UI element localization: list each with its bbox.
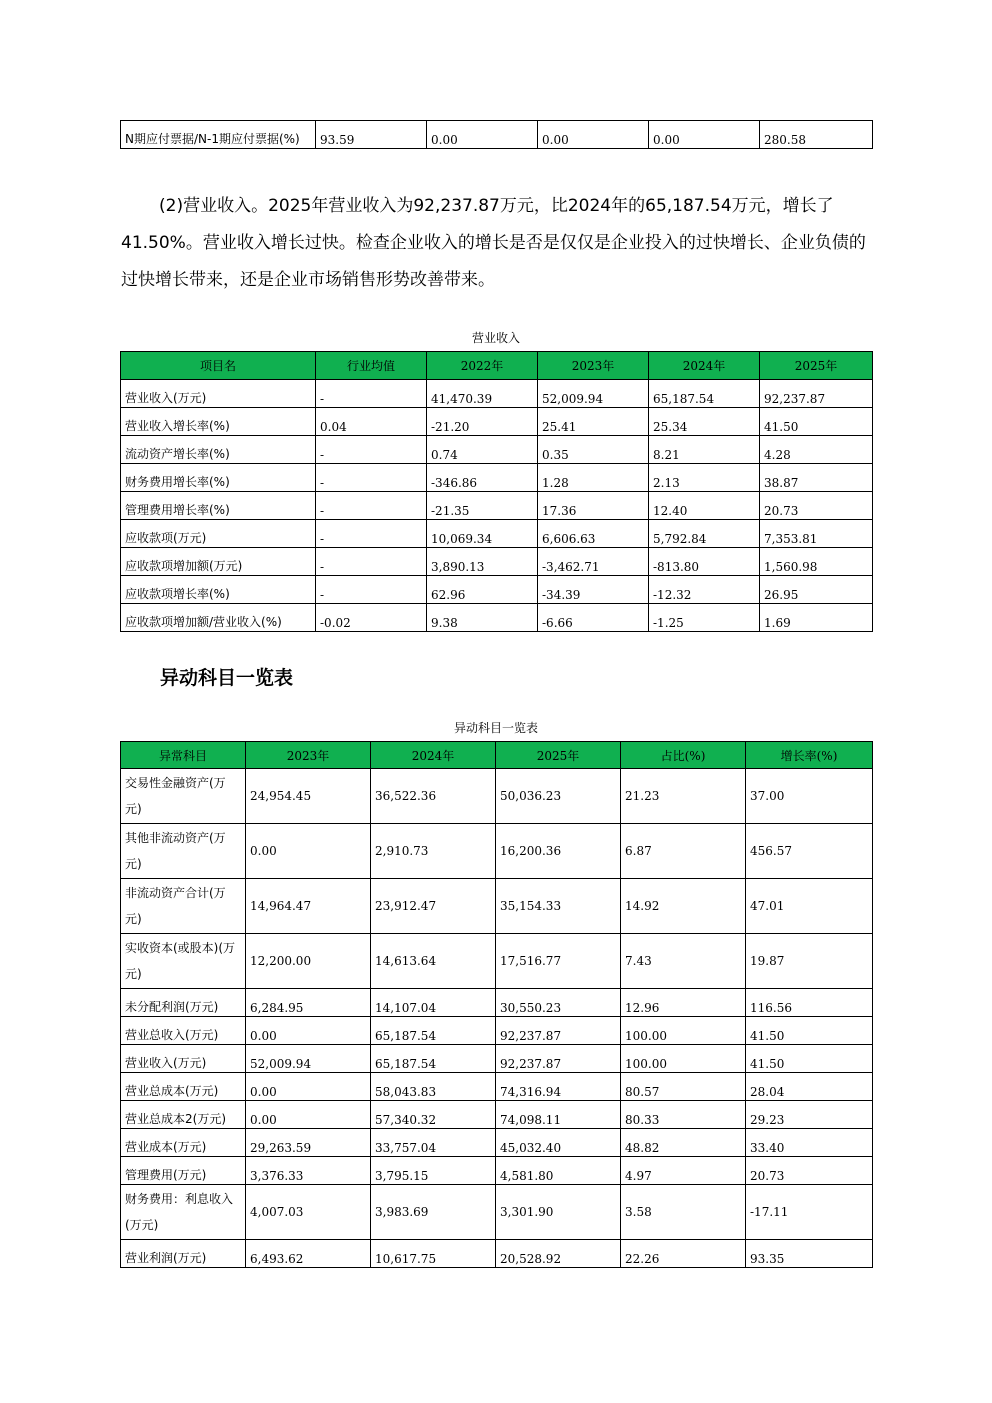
cell-value: 3,795.15: [371, 1157, 496, 1185]
header-cell: 2025年: [496, 742, 621, 769]
cell-value: 50,036.23: [496, 769, 621, 824]
cell-value: -: [316, 380, 427, 408]
cell-value: 74,098.11: [496, 1101, 621, 1129]
table-row: [121, 1240, 873, 1268]
cell-value: 62.96: [427, 576, 538, 604]
cell-value: 21.23: [621, 769, 746, 824]
table-row: [121, 1073, 873, 1101]
cell-value: 12.40: [649, 492, 760, 520]
cell-value: 2,910.73: [371, 824, 496, 879]
cell-value: -346.86: [427, 464, 538, 492]
table-row: [121, 1129, 873, 1157]
row-label: 营业总收入(万元): [121, 1017, 246, 1045]
revenue-table: [120, 351, 873, 632]
cell-value: 29,263.59: [246, 1129, 371, 1157]
table-header-row: [121, 352, 873, 380]
cell-value: 30,550.23: [496, 989, 621, 1017]
cell-value: -17.11: [746, 1185, 873, 1240]
row-label: 营业成本(万元): [121, 1129, 246, 1157]
cell-value: -0.02: [316, 604, 427, 632]
cell-value: 41.50: [746, 1045, 873, 1073]
cell-value: 6,606.63: [538, 520, 649, 548]
row-label: 其他非流动资产(万元): [121, 824, 246, 879]
cell-value: 58,043.83: [371, 1073, 496, 1101]
cell-value: 100.00: [621, 1045, 746, 1073]
cell-value: 280.58: [760, 121, 873, 149]
cell-value: -34.39: [538, 576, 649, 604]
cell-value: 35,154.33: [496, 879, 621, 934]
cell-value: 17,516.77: [496, 934, 621, 989]
cell-value: 456.57: [746, 824, 873, 879]
cell-value: 41.50: [760, 408, 873, 436]
row-label: 营业收入(万元): [121, 380, 316, 408]
table-row: [121, 1157, 873, 1185]
cell-value: -: [316, 464, 427, 492]
paragraph-text: (2)营业收入。2025年营业收入为92,237.87万元，比2024年的65,187.54万元，增长了41.50%。营业收入增长过快。检查企业收入的增长是否是仅仅是企业投入的过快增长、企业负债的过快增长带来，还是企业市场销售形势改善带来。: [121, 196, 866, 290]
row-label: 管理费用增长率(%): [121, 492, 316, 520]
cell-value: 33,757.04: [371, 1129, 496, 1157]
cell-value: 47.01: [746, 879, 873, 934]
table-row: [121, 464, 873, 492]
cell-value: -: [316, 520, 427, 548]
cell-value: 2.13: [649, 464, 760, 492]
table-row: [121, 934, 873, 989]
cell-value: 26.95: [760, 576, 873, 604]
cell-value: 20.73: [760, 492, 873, 520]
cell-value: 3,301.90: [496, 1185, 621, 1240]
cell-value: 29.23: [746, 1101, 873, 1129]
cell-value: 1.28: [538, 464, 649, 492]
header-cell: 2024年: [371, 742, 496, 769]
cell-value: 12,200.00: [246, 934, 371, 989]
cell-value: 80.33: [621, 1101, 746, 1129]
table-row: [121, 492, 873, 520]
cell-value: 93.59: [316, 121, 427, 149]
table-row: [121, 1185, 873, 1240]
cell-value: -21.35: [427, 492, 538, 520]
table-row: [121, 824, 873, 879]
anomaly-table: [120, 741, 873, 1268]
cell-value: -1.25: [649, 604, 760, 632]
cell-value: 6,284.95: [246, 989, 371, 1017]
row-label: 财务费用增长率(%): [121, 464, 316, 492]
row-label: 交易性金融资产(万元): [121, 769, 246, 824]
cell-value: 14,964.47: [246, 879, 371, 934]
cell-value: 14,613.64: [371, 934, 496, 989]
cell-value: -6.66: [538, 604, 649, 632]
cell-value: 41,470.39: [427, 380, 538, 408]
row-label: 营业收入增长率(%): [121, 408, 316, 436]
revenue-table-caption: 营业收入: [471, 331, 520, 345]
row-label: 营业总成本2(万元): [121, 1101, 246, 1129]
cell-value: 4,581.80: [496, 1157, 621, 1185]
header-cell: 异常科目: [121, 742, 246, 769]
cell-value: 92,237.87: [496, 1045, 621, 1073]
cell-value: -12.32: [649, 576, 760, 604]
cell-value: 1.69: [760, 604, 873, 632]
row-label: N期应付票据/N-1期应付票据(%): [121, 121, 316, 149]
cell-value: 65,187.54: [371, 1017, 496, 1045]
cell-value: 93.35: [746, 1240, 873, 1268]
cell-value: 4.97: [621, 1157, 746, 1185]
row-label: 应收款项(万元): [121, 520, 316, 548]
row-label: 营业总成本(万元): [121, 1073, 246, 1101]
cell-value: 4,007.03: [246, 1185, 371, 1240]
cell-value: 14,107.04: [371, 989, 496, 1017]
cell-value: 0.00: [538, 121, 649, 149]
row-label: 管理费用(万元): [121, 1157, 246, 1185]
table-row: [121, 576, 873, 604]
cell-value: 36,522.36: [371, 769, 496, 824]
cell-value: 16,200.36: [496, 824, 621, 879]
cell-value: 0.00: [246, 1101, 371, 1129]
cell-value: 3,983.69: [371, 1185, 496, 1240]
table-row: [121, 1017, 873, 1045]
cell-value: -: [316, 548, 427, 576]
cell-value: 52,009.94: [538, 380, 649, 408]
header-cell: 行业均值: [316, 352, 427, 380]
table-row: [121, 1045, 873, 1073]
cell-value: 80.57: [621, 1073, 746, 1101]
header-cell: 增长率(%): [746, 742, 873, 769]
row-label: 流动资产增长率(%): [121, 436, 316, 464]
cell-value: 0.00: [649, 121, 760, 149]
row-label: 应收款项增加额/营业收入(%): [121, 604, 316, 632]
header-cell: 2023年: [538, 352, 649, 380]
cell-value: 20.73: [746, 1157, 873, 1185]
cell-value: 0.00: [246, 1017, 371, 1045]
cell-value: 52,009.94: [246, 1045, 371, 1073]
cell-value: -3,462.71: [538, 548, 649, 576]
cell-value: -21.20: [427, 408, 538, 436]
anomaly-table-caption: 异动科目一览表: [453, 721, 538, 735]
cell-value: 48.82: [621, 1129, 746, 1157]
table-row: [121, 769, 873, 824]
header-cell: 项目名: [121, 352, 316, 380]
row-label: 应收款项增加额(万元): [121, 548, 316, 576]
cell-value: 25.34: [649, 408, 760, 436]
row-label: 非流动资产合计(万元): [121, 879, 246, 934]
cell-value: 23,912.47: [371, 879, 496, 934]
cell-value: 45,032.40: [496, 1129, 621, 1157]
cell-value: 92,237.87: [496, 1017, 621, 1045]
cell-value: 20,528.92: [496, 1240, 621, 1268]
cell-value: 0.00: [246, 1073, 371, 1101]
cell-value: -813.80: [649, 548, 760, 576]
table-header-row: [121, 742, 873, 769]
revenue-paragraph: [121, 188, 877, 299]
table-row: [121, 1101, 873, 1129]
row-label: 营业收入(万元): [121, 1045, 246, 1073]
table-row: [121, 380, 873, 408]
payables-ratio-table: [120, 120, 873, 149]
header-cell: 2023年: [246, 742, 371, 769]
table-row: [121, 548, 873, 576]
table-row: [121, 989, 873, 1017]
header-cell: 2022年: [427, 352, 538, 380]
row-label: 营业利润(万元): [121, 1240, 246, 1268]
row-label: 应收款项增长率(%): [121, 576, 316, 604]
header-cell: 2025年: [760, 352, 873, 380]
table-row: [121, 604, 873, 632]
row-label: 未分配利润(万元): [121, 989, 246, 1017]
cell-value: -: [316, 436, 427, 464]
cell-value: 65,187.54: [371, 1045, 496, 1073]
cell-value: 17.36: [538, 492, 649, 520]
cell-value: 28.04: [746, 1073, 873, 1101]
cell-value: 3,890.13: [427, 548, 538, 576]
cell-value: 9.38: [427, 604, 538, 632]
cell-value: 10,617.75: [371, 1240, 496, 1268]
cell-value: 24,954.45: [246, 769, 371, 824]
cell-value: 10,069.34: [427, 520, 538, 548]
cell-value: 19.87: [746, 934, 873, 989]
row-label: 财务费用：利息收入(万元): [121, 1185, 246, 1240]
cell-value: -: [316, 492, 427, 520]
cell-value: 6.87: [621, 824, 746, 879]
table-row: [121, 121, 873, 149]
cell-value: 14.92: [621, 879, 746, 934]
table-row: [121, 520, 873, 548]
cell-value: 12.96: [621, 989, 746, 1017]
section-title: 异动科目一览表: [160, 667, 294, 689]
cell-value: 74,316.94: [496, 1073, 621, 1101]
cell-value: 0.35: [538, 436, 649, 464]
cell-value: 1,560.98: [760, 548, 873, 576]
cell-value: 116.56: [746, 989, 873, 1017]
cell-value: 7.43: [621, 934, 746, 989]
cell-value: 0.00: [246, 824, 371, 879]
cell-value: 5,792.84: [649, 520, 760, 548]
cell-value: 92,237.87: [760, 380, 873, 408]
cell-value: 100.00: [621, 1017, 746, 1045]
cell-value: 0.74: [427, 436, 538, 464]
cell-value: 37.00: [746, 769, 873, 824]
cell-value: 6,493.62: [246, 1240, 371, 1268]
cell-value: 22.26: [621, 1240, 746, 1268]
header-cell: 占比(%): [621, 742, 746, 769]
cell-value: 0.04: [316, 408, 427, 436]
table-row: [121, 879, 873, 934]
cell-value: 8.21: [649, 436, 760, 464]
table-row: [121, 436, 873, 464]
cell-value: 33.40: [746, 1129, 873, 1157]
header-cell: 2024年: [649, 352, 760, 380]
cell-value: 7,353.81: [760, 520, 873, 548]
cell-value: 25.41: [538, 408, 649, 436]
row-label: 实收资本(或股本)(万元): [121, 934, 246, 989]
cell-value: 4.28: [760, 436, 873, 464]
cell-value: 3.58: [621, 1185, 746, 1240]
table-row: [121, 408, 873, 436]
cell-value: 0.00: [427, 121, 538, 149]
cell-value: 3,376.33: [246, 1157, 371, 1185]
cell-value: 57,340.32: [371, 1101, 496, 1129]
cell-value: 65,187.54: [649, 380, 760, 408]
cell-value: -: [316, 576, 427, 604]
cell-value: 38.87: [760, 464, 873, 492]
cell-value: 41.50: [746, 1017, 873, 1045]
